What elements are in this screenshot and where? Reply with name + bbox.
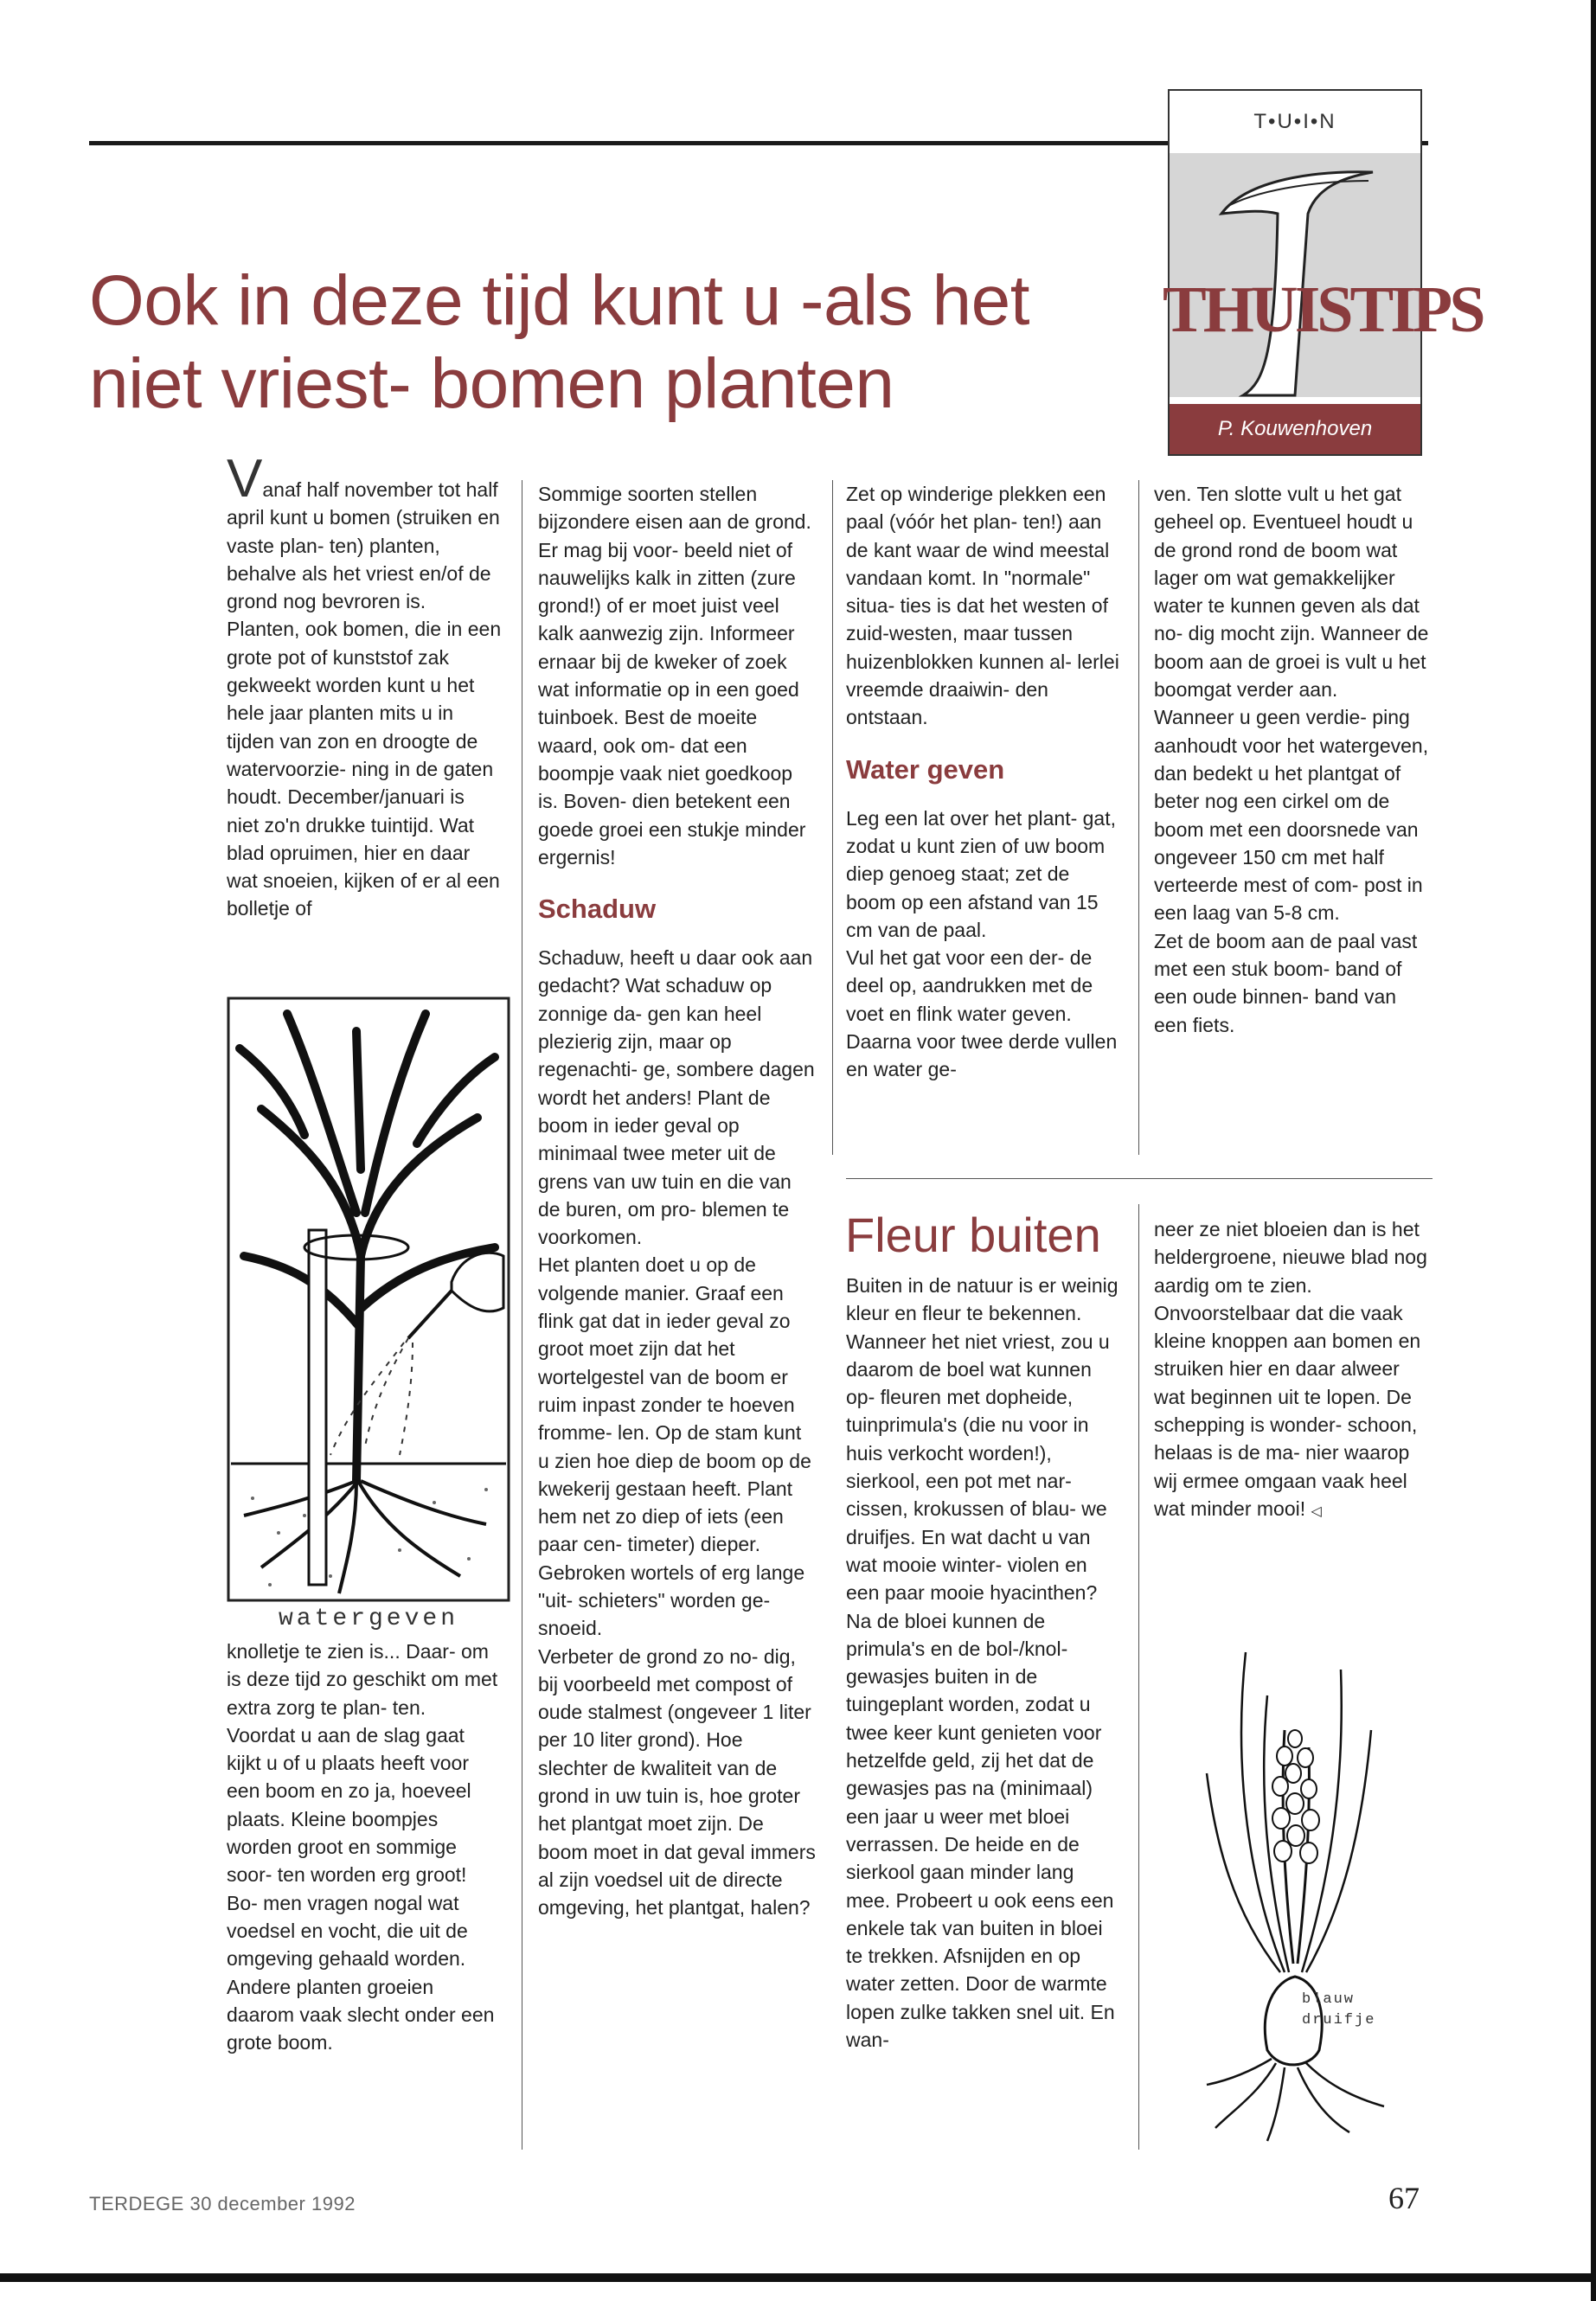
footer-publication: TERDEGE 30 december 1992 [89,2193,356,2214]
fleur-paragraph-3 [1154,1215,1433,1526]
grape-hyacinth-illustration [1198,1600,1393,2145]
bottom-rule [0,2273,1596,2282]
column-1-top [227,449,502,923]
logo-word: THUISTIPS [1163,273,1483,346]
headline-line-1: Ook in deze tijd kunt u -als het [89,261,1030,340]
column-2-paragraph-4: Verbeter de grond zo no- dig, bij voorbeeld met compost of oude stalmest (ongeveer 1 liter per 10 liter grond). Hoe slechter de kwaliteit van de grond in uw tuin is, hoe groter het plantgat moet zijn. De boom moet in dat geval immers al zijn voedsel uit de directe omgeving, het plantgat, halen? [538,1644,816,1920]
column-3-top [846,480,1123,1084]
column-4-paragraph-2: Wanneer u geen verdie- ping aanhoudt voor het watergeven, dan bedekt u het plantgat of beter nog een cirkel om de boom met een doorsnede van ongeveer 150 cm met half verteerde mest of com- post in een laag van 5-8 cm. [1154,706,1429,925]
article-headline [89,260,1144,426]
column-divider-4 [1138,1204,1139,2150]
column-1-bottom [227,1638,502,2056]
column-4-paragraph-1: ven. Ten slotte vult u het gat geheel op. Eventueel houdt u de grond rond de boom wat lager om wat gemakkelijker water te kunnen geven als dat no- dig mocht zijn. Wanneer de boom aan de groei is vult u het boomgat verder aan. [1154,483,1429,702]
caption-line-1: blauw [1302,1991,1356,2008]
page-number: 67 [1388,2181,1420,2215]
column-2-paragraph-1: Sommige soorten stellen bijzondere eisen aan de grond. Er mag bij voor- beeld niet of nauwelijks kalk in zitten (zure grond!) of er moet juist veel kalk aanwezig zijn. Informeer ernaar bij de kweker of zoek wat informatie op in een goed tuinboek. Best de moeite waard, ook om- dat een boompje vaak niet goedkoop is. Boven- dien betekent een goede groei een stukje minder ergernis! [538,483,811,868]
subhead-water-geven: Water geven [846,753,1005,785]
grape-hyacinth-caption [1302,1990,1397,2031]
section-divider [846,1178,1433,1179]
logo-tuin-text: T•U•I•N [1253,110,1336,133]
caption-line-2: druifje [1302,2012,1376,2029]
fleur-buiten-title: Fleur buiten [845,1208,1101,1262]
tree-illustration-caption: watergeven [278,1606,459,1632]
headline-line-2: niet vriest- bomen planten [89,344,894,423]
fleur-paragraph-2: Na de bloei kunnen de primula's en de bol-/knol- gewasjes buiten in de tuingeplant worden, zodat u twee keer kunt genieten voor hetzelfde geld, zij het dat de gewasjes pas na (minimaal) een jaar u weer met bloei verrassen. De heide en de sierkool gaan minder lang mee. Probeert u ook eens een enkele tak van buiten in bloei te trekken. Afsnijden en op water zetten. Door de warmte lopen zulke takken snel uit. En wan- [846,1609,1115,2052]
drop-cap: V [227,449,263,509]
column-1-paragraph-1: knolletje te zien is... Daar- om is deze tijd zo geschikt om met extra zorg te plan- ten. [227,1640,498,1719]
column-3-paragraph-1: Zet op winderige plekken een paal (vóór het plan- ten!) aan de kant waar de wind meestal vandaan komt. In "normale" situa- ties is dat het westen of zuid-westen, maar tussen huizenblokken kunnen al- lerlei vreemde draaiwin- den ontstaan. [846,483,1119,729]
column-2-paragraph-2: Schaduw, heeft u daar ook aan gedacht? Wat schaduw op zonnige da- gen kan heel plezierig zijn, maar op regenachti- ge, sombere dagen wordt het anders! Plant de boom in ieder geval op minimaal twee meter uit de grens van uw tuin en die van de buren, om pro- blemen te voorkomen. [538,946,815,1249]
column-4-top [1154,480,1433,1039]
thuistips-logo [1163,89,1483,456]
column-1-paragraph-2: Voordat u aan de slag gaat kijkt u of u plaats heeft voor een boom en zo ja, hoeveel plaats. Kleine boompjes worden groot en sommige soor- ten worden erg groot! Bo- men vragen nogal wat voedsel en vocht, die uit de omgeving gehaald worden. Andere planten groeien daarom vaak slecht onder een grote boom. [227,1723,495,2054]
fleur-column-3 [846,1272,1123,2054]
subhead-schaduw: Schaduw [538,894,657,925]
intro-text: anaf half november tot half april kunt u bomen (struiken en vaste plan- ten) planten, behalve als het vriest en/of de grond nog bevroren is. Planten, ook bomen, die in een grote pot of kunststof zak gekweekt worden kunt u het hele jaar planten mits u in tijden van zon en droogte de watervoorzie- ning in de gaten houdt. December/januari is niet zo'n drukke tuintijd. Wat blad opruimen, hier en daar wat snoeien, kijken of er al een bolletje of [227,478,502,920]
intro-paragraph [227,449,502,923]
fleur-paragraph-3-text: neer ze niet bloeien dan is het heldergroene, nieuwe blad nog aardig om te zien. Onvoorstelbaar dat die vaak kleine knoppen aan bomen en struiken hier en daar alweer wat beginnen uit te lopen. De schepping is wonder- schoon, helaas is de ma- nier waarop wij ermee omgaan vaak heel wat minder mooi! [1154,1218,1427,1520]
logo-author: P. Kouwenhoven [1170,401,1420,454]
column-2 [538,480,817,1922]
fleur-paragraph-1: Buiten in de natuur is er weinig kleur en fleur te bekennen. Wanneer het niet vriest, zou u daarom de boel wat kunnen op- fleuren met dopheide, tuinprimula's (die nu voor in huis verkocht worden!), sierkool, een pot met nar- cissen, krokussen of blau- we druifjes. En wat dacht u van wat mooie winter- violen en een paar mooie hyacinthen? [846,1274,1118,1605]
column-3-paragraph-2: Leg een lat over het plant- gat, zodat u kunt zien of uw boom diep genoeg staat; zet de boom op een afstand van 15 cm van de paal. [846,806,1116,941]
column-2-paragraph-3: Het planten doet u op de volgende manier. Graaf een flink gat dat in ieder geval zo groot moet zijn dat het wortelgestel van de boom er ruim inpast zonder te hoeven fromme- len. Op de stam kunt u zien hoe diep de boom op de kwekerij gestaan heeft. Plant hem net zo diep of iets (een paar cen- timeter) dieper. Gebroken wortels of erg lange "uit- schieters" worden ge- snoeid. [538,1253,811,1640]
column-3-paragraph-3: Vul het gat voor een der- de deel op, aandrukken met de voet en flink water geven. Daarna voor twee derde vullen en water ge- [846,946,1118,1081]
tree-watering-illustration [227,997,510,1602]
right-edge-rule [1591,0,1596,2301]
fleur-column-4 [1154,1215,1433,1526]
column-divider-3 [1138,480,1139,1155]
column-4-paragraph-3: Zet de boom aan de paal vast met een stuk boom- band of een oude binnen- band van een fiets. [1154,929,1418,1036]
end-mark-icon: ◁ [1311,1503,1322,1519]
column-divider-2 [832,480,833,1155]
